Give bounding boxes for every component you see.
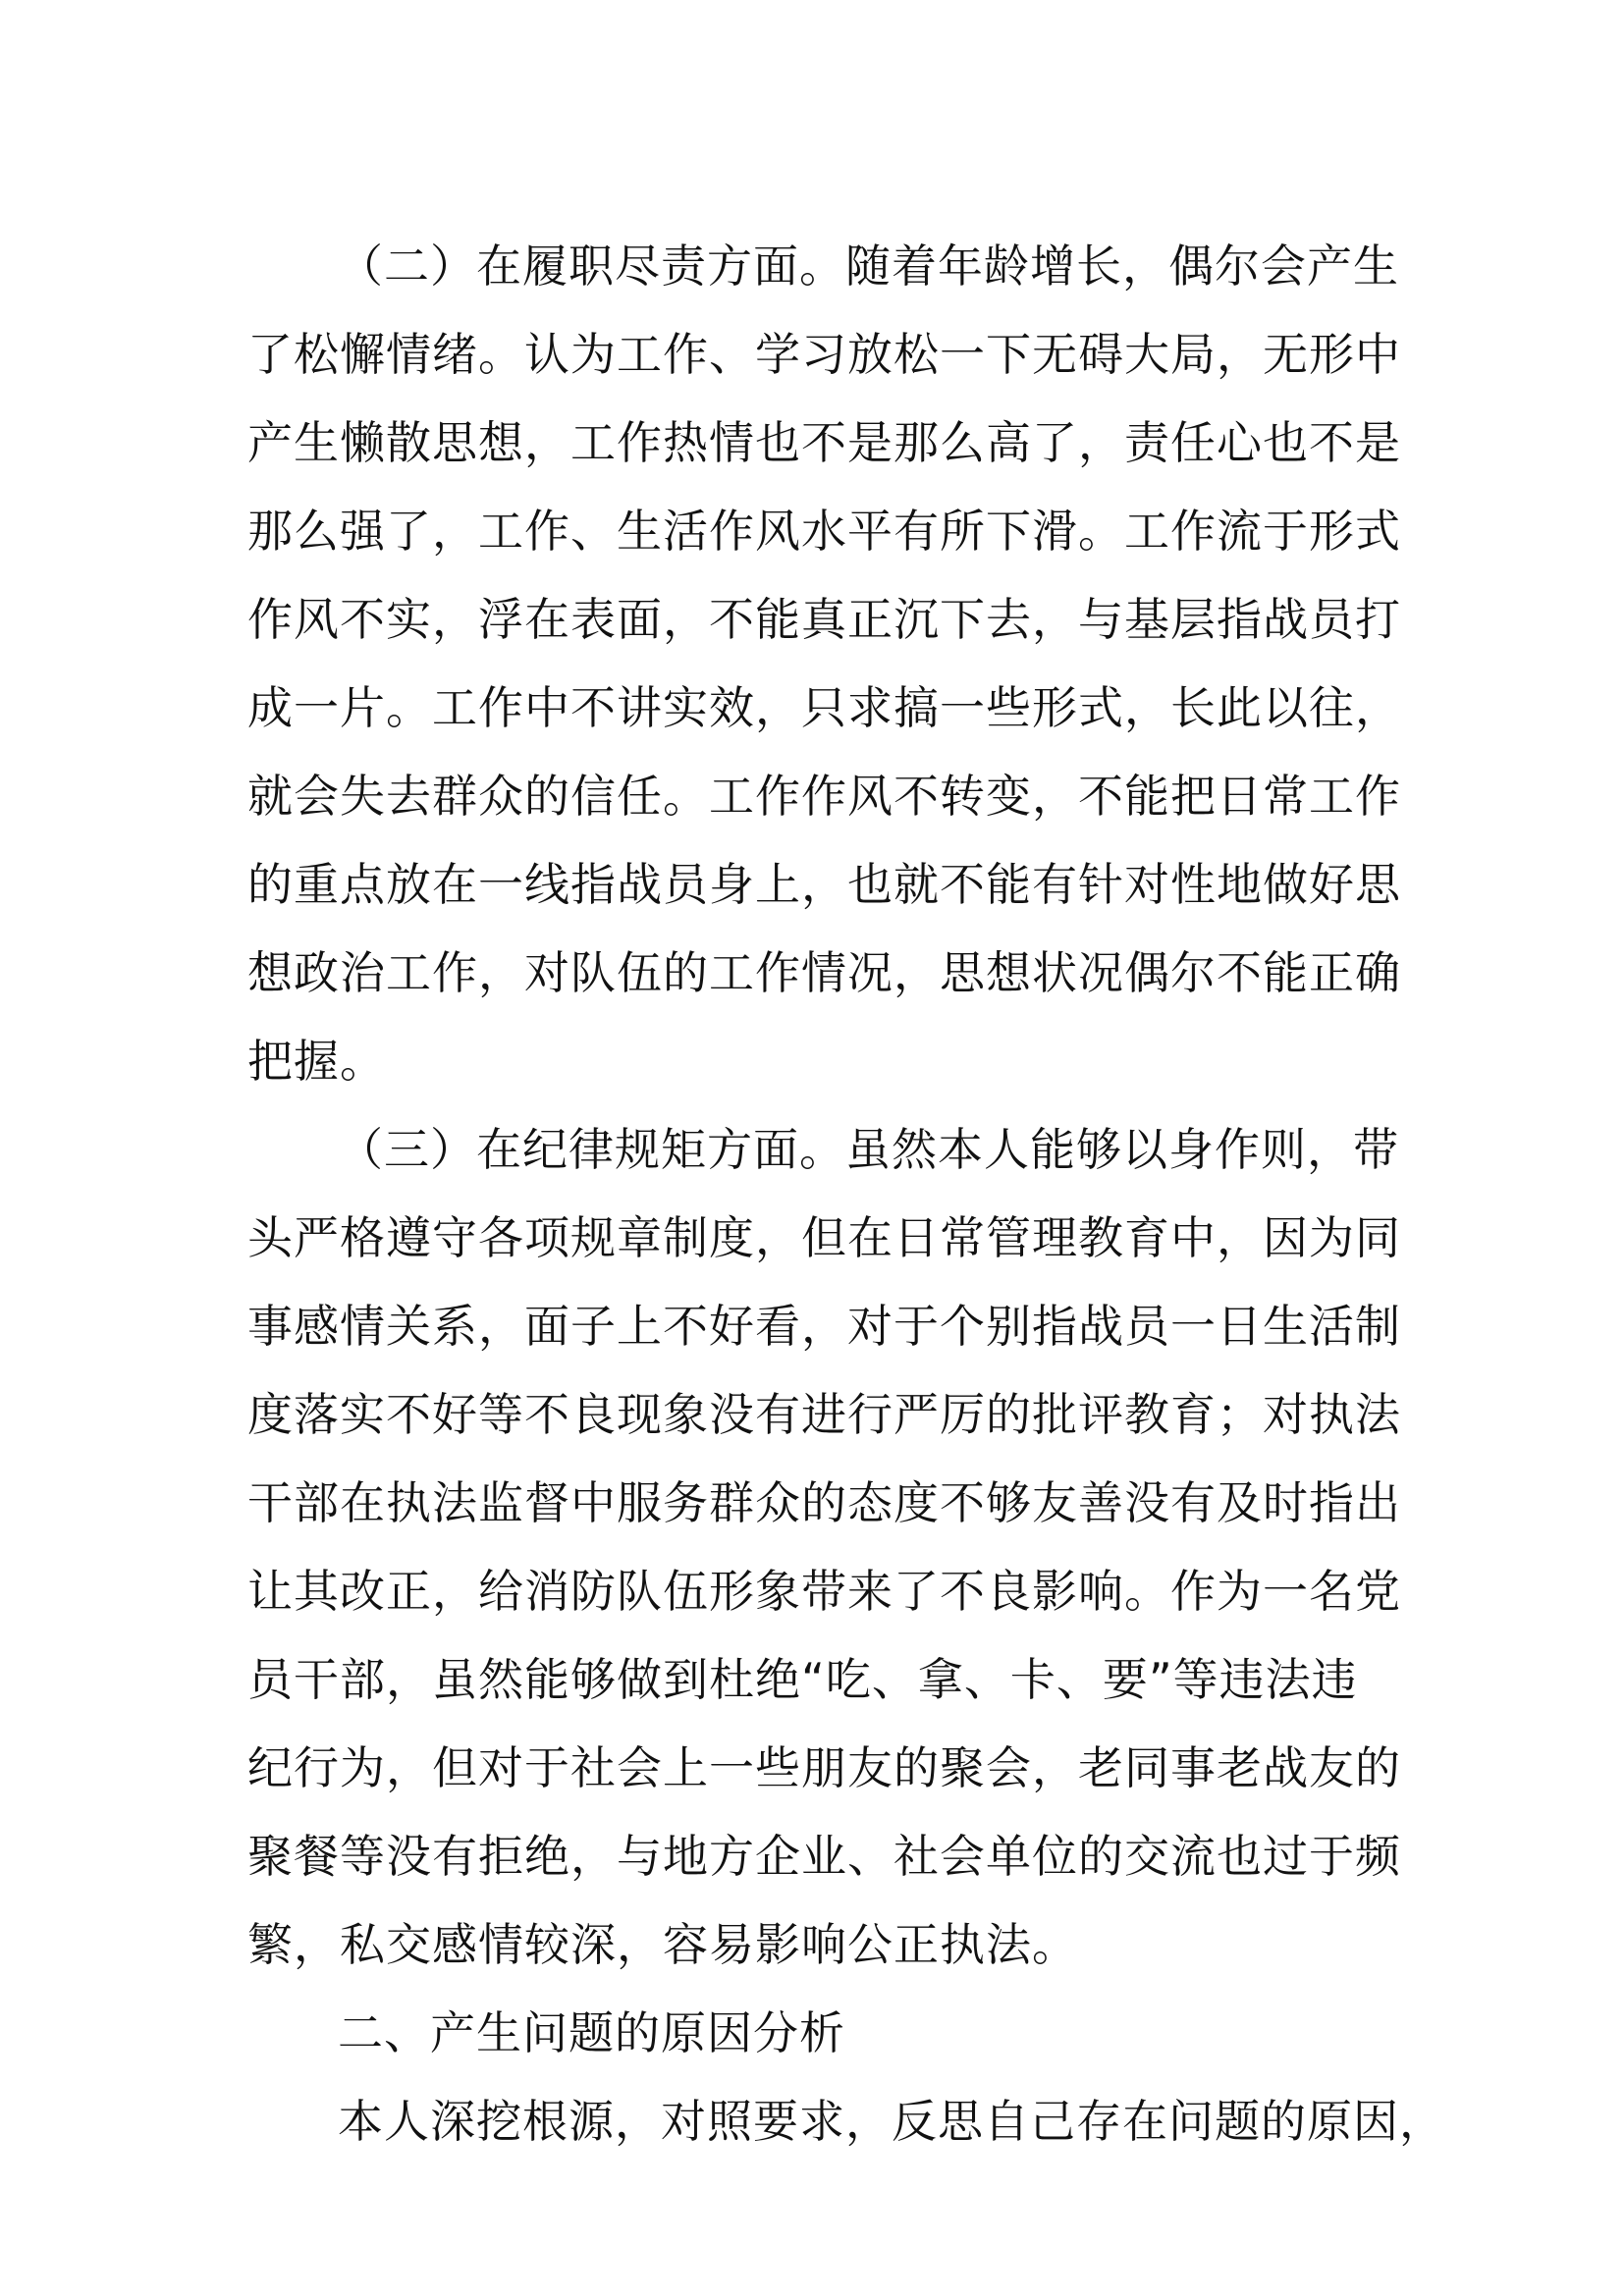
paragraph-3-line-6: 让其改正，给消防队伍形象带来了不良影响。作为一名党 <box>247 1565 1401 1618</box>
document-body <box>247 222 1445 2165</box>
paragraph-3-line-7: 员干部，虽然能够做到杜绝“吃、拿、卡、要”等违法违 <box>247 1653 1358 1706</box>
paragraph-3-line-5: 干部在执法监督中服务群众的态度不够友善没有及时指出 <box>247 1476 1401 1529</box>
paragraph-2-line-3: 产生懒散思想，工作热情也不是那么高了，责任心也不是 <box>247 416 1401 469</box>
paragraph-2-line-5: 作风不实，浮在表面，不能真正沉下去，与基层指战员打 <box>247 593 1401 646</box>
paragraph-2-line-10: 把握。 <box>247 1035 386 1088</box>
paragraph-3-line-10: 繁，私交感情较深，容易影响公正执法。 <box>247 1918 1078 1971</box>
paragraph-2-line-1: （二）在履职尽责方面。随着年龄增长，偶尔会产生 <box>338 240 1399 293</box>
section-heading: 二、产生问题的原因分析 <box>338 2006 845 2059</box>
paragraph-2-line-2: 了松懈情绪。认为工作、学习放松一下无碍大局，无形中 <box>247 328 1401 381</box>
paragraph-2-line-7: 就会失去群众的信任。工作作风不转变，不能把日常工作 <box>247 770 1401 823</box>
paragraph-2-line-4: 那么强了，工作、生活作风水平有所下滑。工作流于形式 <box>247 505 1401 558</box>
paragraph-2-line-9: 想政治工作，对队伍的工作情况，思想状况偶尔不能正确 <box>247 946 1401 999</box>
paragraph-3-line-3: 事感情关系，面子上不好看，对于个别指战员一日生活制 <box>247 1300 1401 1353</box>
paragraph-2-line-6: 成一片。工作中不讲实效，只求搞一些形式，长此以往， <box>247 681 1401 734</box>
paragraph-3-line-4: 度落实不好等不良现象没有进行严厉的批评教育；对执法 <box>247 1388 1401 1441</box>
paragraph-3-line-1: （三）在纪律规矩方面。虽然本人能够以身作则，带 <box>338 1123 1399 1176</box>
paragraph-3-line-8: 纪行为，但对于社会上一些朋友的聚会，老同事老战友的 <box>247 1741 1401 1794</box>
paragraph-3-line-2: 头严格遵守各项规章制度，但在日常管理教育中，因为同 <box>247 1211 1401 1264</box>
paragraph-2-line-8: 的重点放在一线指战员身上，也就不能有针对性地做好思 <box>247 858 1401 911</box>
paragraph-3-line-9: 聚餐等没有拒绝，与地方企业、社会单位的交流也过于频 <box>247 1830 1401 1883</box>
paragraph-4-line-1: 本人深挖根源，对照要求，反思自己存在问题的原因， <box>338 2095 1445 2148</box>
